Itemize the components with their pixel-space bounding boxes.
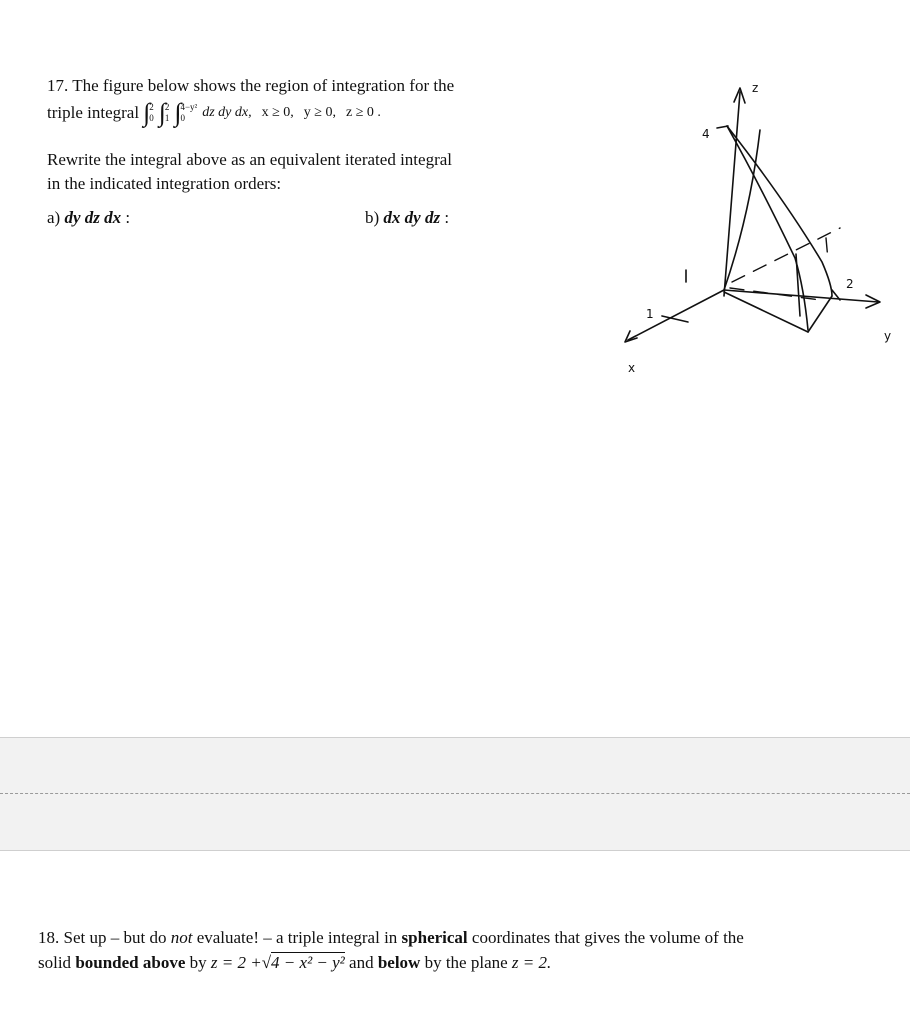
condition-x: x ≥ 0,: [261, 105, 294, 120]
surface-base-edge: [808, 296, 832, 332]
q18-text4: solid: [38, 953, 72, 972]
inner-upper-limit: 4−y²: [180, 102, 198, 112]
hidden-line-3: [826, 238, 828, 260]
dashed-divider: [0, 793, 910, 794]
inner-lower-limit: 0: [180, 113, 185, 123]
sqrt-sign: √: [261, 953, 272, 972]
q18-text3: coordinates that gives the volume of the: [471, 928, 744, 947]
outer-upper-limit: 2: [149, 102, 154, 112]
rewrite-line2: in the indicated integration orders:: [47, 174, 282, 193]
middle-lower-limit: 1: [164, 113, 170, 123]
part-a-label: a): [47, 208, 61, 227]
integral-sign: ∫: [158, 98, 166, 127]
integral-sign: ∫: [143, 98, 151, 127]
part-b-label: b): [365, 208, 380, 227]
q18-text2: evaluate! – a triple integral in: [196, 928, 398, 947]
question-18: [38, 925, 898, 975]
y-axis: [724, 290, 878, 302]
z-axis-label: z: [752, 81, 759, 95]
q18-line1: [38, 925, 898, 950]
q18-text5: by: [189, 953, 207, 972]
region-figure: [0, 0, 910, 420]
q18-plane-eq: z = 2.: [511, 953, 552, 972]
q18-line2: [38, 950, 898, 975]
q18-below-word: below: [377, 953, 421, 972]
q18-and-word: and: [349, 953, 374, 972]
part-a-colon: :: [125, 208, 131, 227]
q18-text6: by the plane: [424, 953, 508, 972]
q17-intro-text: The figure below shows the region of integration for the: [72, 76, 455, 95]
rewrite-line1: Rewrite the integral above as an equivalent iterated integral: [47, 150, 452, 169]
part-b-order: dx dy dz: [383, 208, 441, 227]
outer-lower-limit: 0: [149, 113, 154, 123]
q17-line2-prefix: triple integral: [47, 103, 140, 122]
separator-band: [0, 737, 910, 851]
x-axis: [628, 290, 724, 340]
condition-z: z ≥ 0 .: [345, 105, 381, 120]
integral-differentials: dz dy dx,: [202, 105, 252, 120]
q18-not-word: not: [170, 928, 193, 947]
q18-text1: Set up – but do: [63, 928, 167, 947]
q18-spherical-word: spherical: [401, 928, 468, 947]
condition-y: y ≥ 0,: [303, 105, 336, 120]
hidden-line-1: [732, 228, 840, 282]
integral-sign: ∫: [174, 98, 182, 127]
surface-edge-back: [727, 126, 832, 296]
middle-upper-limit: 2: [164, 102, 170, 112]
y-axis-label: y: [884, 329, 892, 343]
surface-top-edge: [724, 292, 808, 332]
part-b-colon: :: [444, 208, 450, 227]
z-tick-label: 4: [702, 127, 710, 141]
q18-eq-sqrt: 4 − x² − y²: [271, 953, 345, 972]
q18-bounded-word: bounded above: [75, 953, 186, 972]
x-axis-label: x: [628, 361, 636, 375]
x-tick-label: 1: [646, 307, 654, 321]
part-a-order: dy dz dx: [64, 208, 122, 227]
plane-vertical-edge: [796, 254, 800, 316]
q18-number: 18.: [38, 928, 60, 947]
q17-number: 17.: [47, 76, 69, 95]
q18-eq-lhs: z = 2 +: [210, 953, 262, 972]
y-tick-label: 2: [846, 277, 854, 291]
